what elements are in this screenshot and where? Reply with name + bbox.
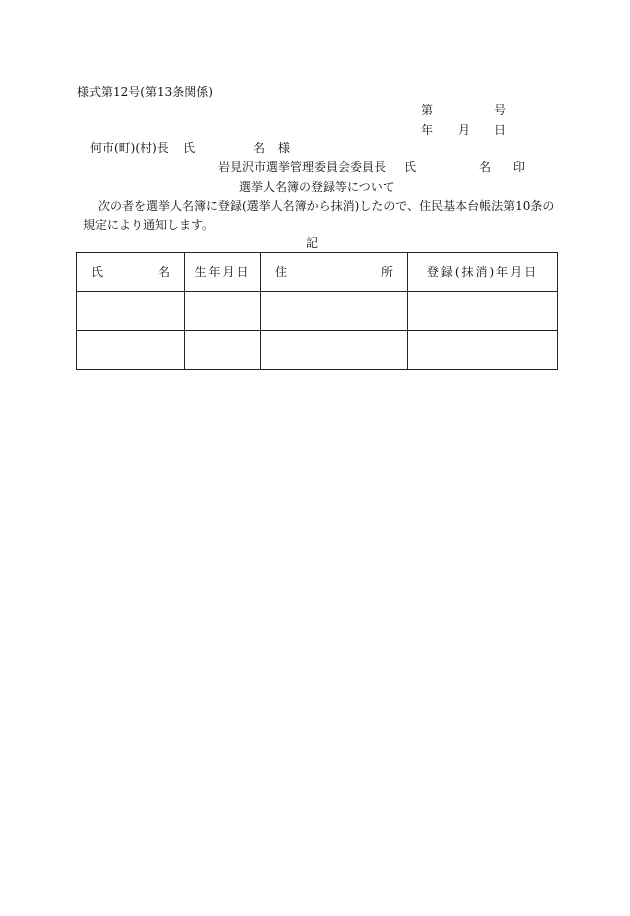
table-row	[77, 331, 558, 370]
cell-address[interactable]	[261, 292, 408, 331]
cell-birth[interactable]	[185, 331, 261, 370]
header-address: 住 所	[261, 253, 408, 292]
table-header-row	[77, 253, 558, 292]
body-line-1: 次の者を選挙人名簿に登録(選挙人名簿から抹消)したので、住民基本台帳法第10条の	[98, 199, 555, 213]
date-year: 年	[421, 123, 434, 137]
recipient-name-label: 氏	[183, 141, 196, 155]
form-number: 様式第12号(第13条関係)	[77, 85, 213, 99]
table-row	[77, 292, 558, 331]
cell-address[interactable]	[261, 331, 408, 370]
header-registration: 登録(抹消)年月日	[408, 253, 558, 292]
subject-title: 選挙人名簿の登録等について	[239, 180, 395, 194]
cell-name[interactable]	[77, 292, 185, 331]
sender-title: 岩見沢市選挙管理委員会委員長	[218, 160, 387, 174]
body-line-2: 規定により通知します。	[83, 218, 215, 232]
doc-number-suffix: 号	[494, 103, 507, 117]
date-month: 月	[458, 123, 471, 137]
recipient-office: 何市(町)(村)長	[90, 141, 169, 155]
header-birth: 生年月日	[185, 253, 261, 292]
doc-number-prefix: 第	[421, 103, 434, 117]
registration-table	[76, 252, 558, 370]
cell-birth[interactable]	[185, 292, 261, 331]
recipient-name-label2: 名	[253, 141, 266, 155]
ki-heading: 記	[306, 236, 319, 250]
sender-name-label: 氏	[404, 160, 417, 174]
seal-mark: 印	[513, 160, 526, 174]
cell-registration[interactable]	[408, 331, 558, 370]
date-day: 日	[494, 123, 507, 137]
cell-registration[interactable]	[408, 292, 558, 331]
sender-name-label2: 名	[479, 160, 492, 174]
header-name: 氏 名	[77, 253, 185, 292]
cell-name[interactable]	[77, 331, 185, 370]
recipient-honorific: 様	[278, 141, 291, 155]
